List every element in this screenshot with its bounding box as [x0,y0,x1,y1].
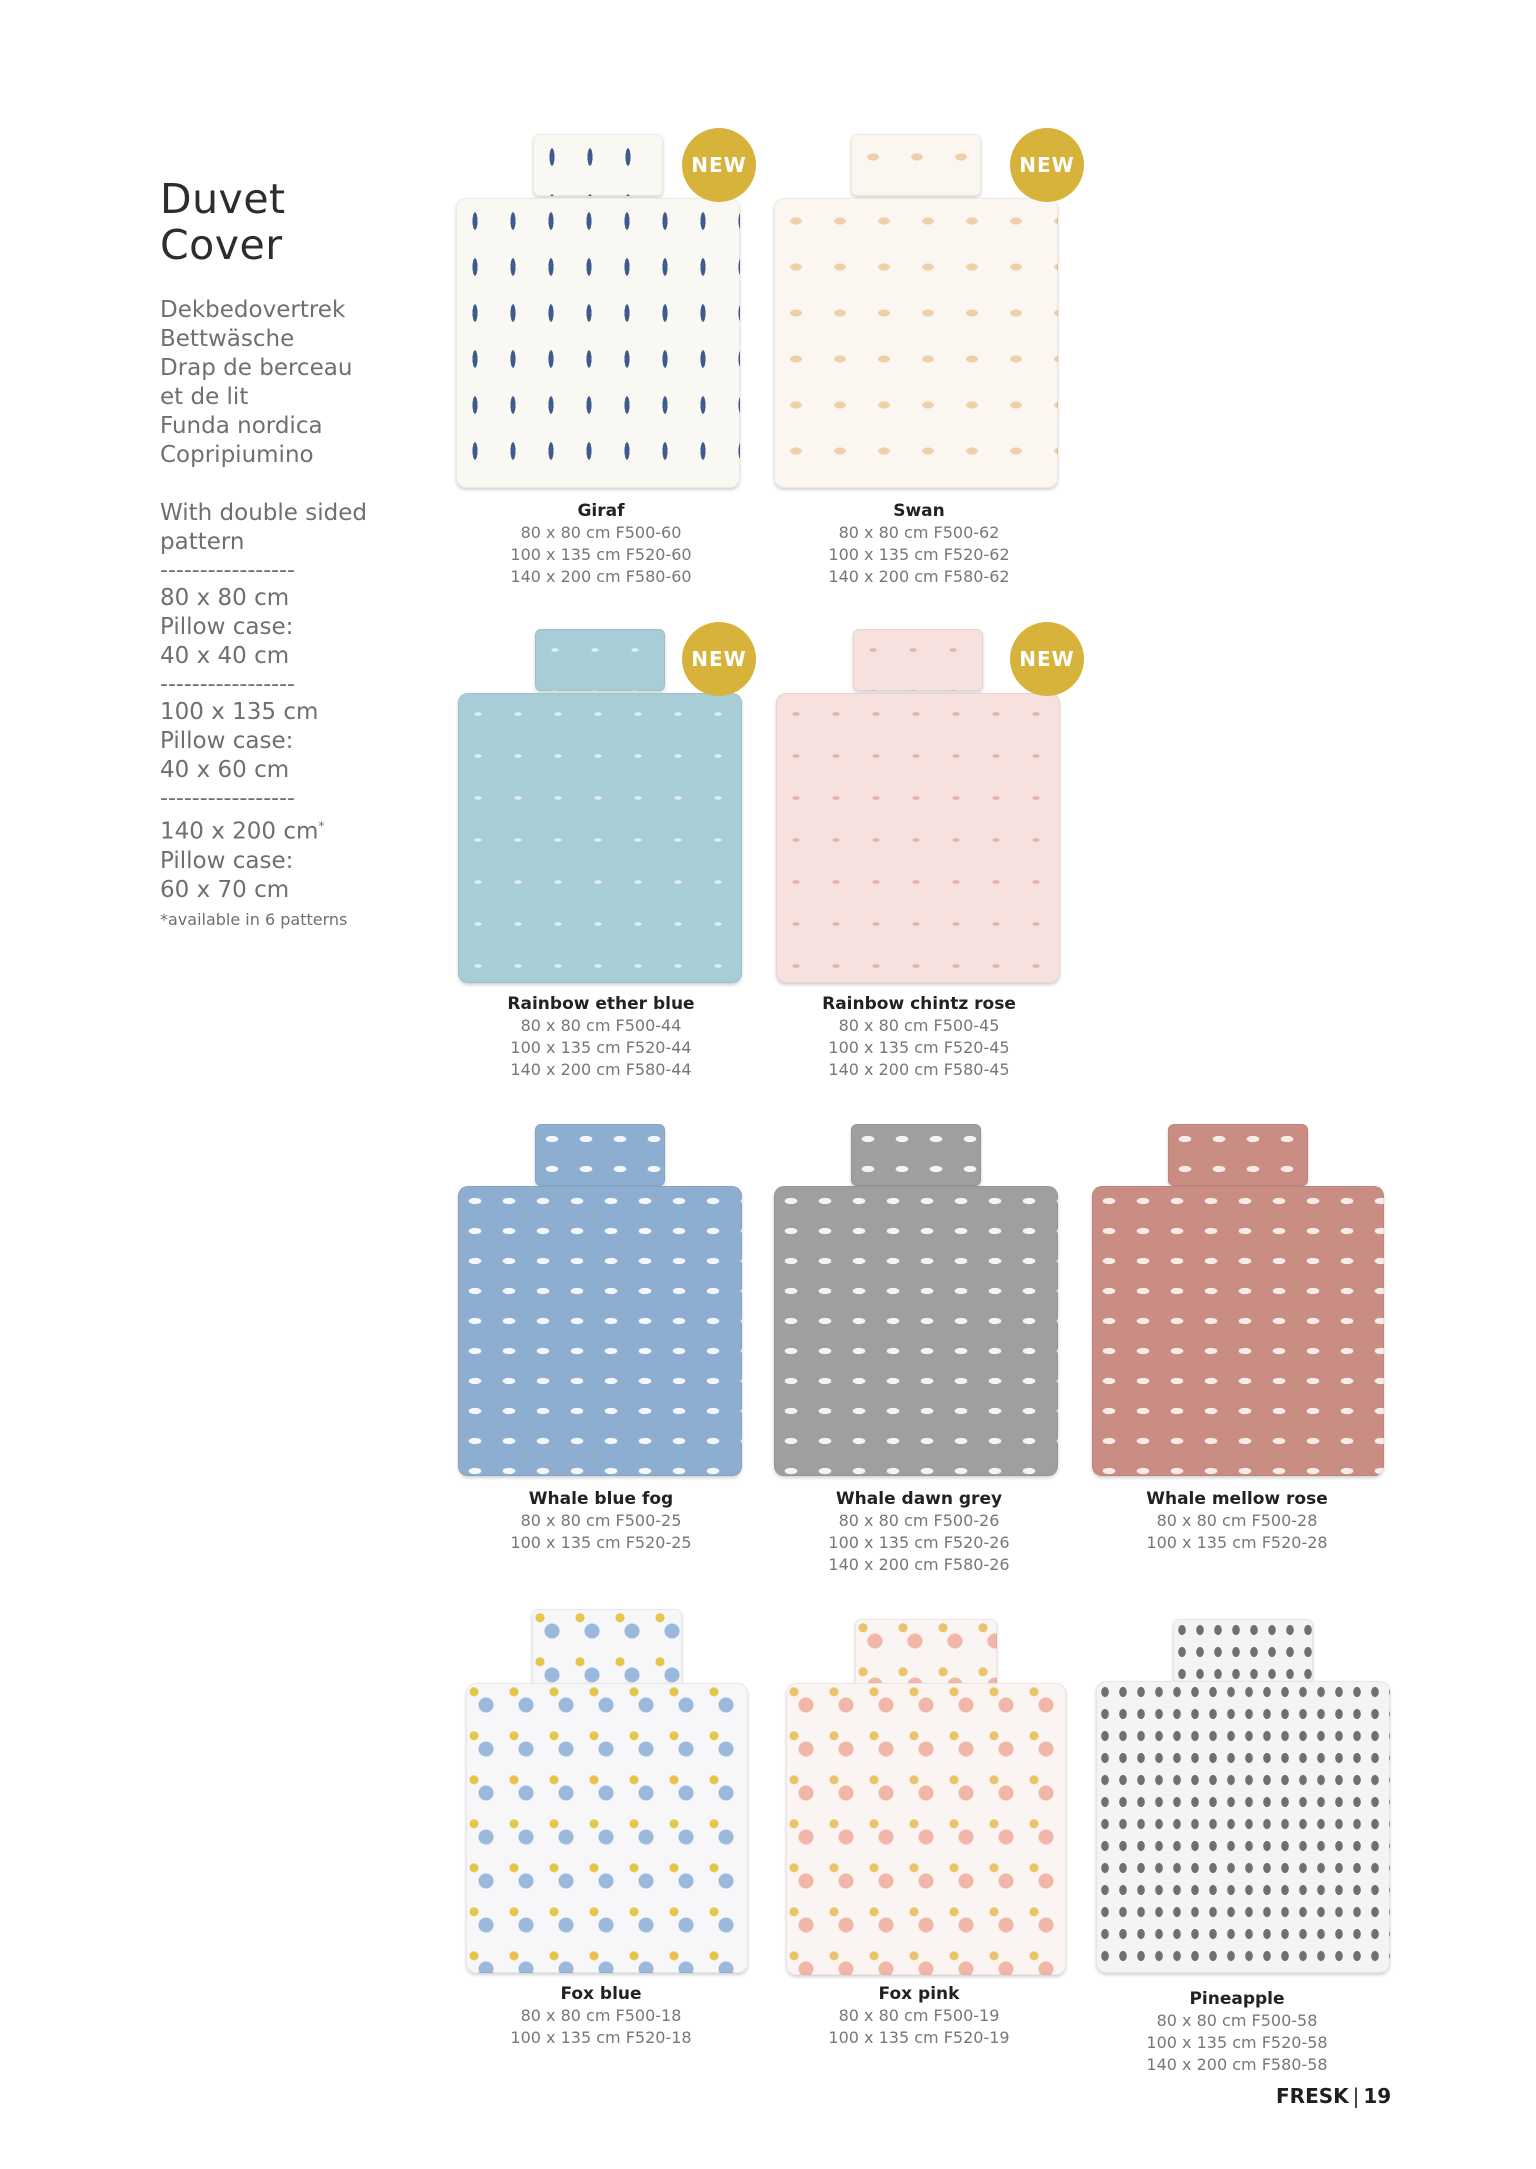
product-size: 100 x 135 cm F520-62 [828,545,1010,564]
new-badge: NEW [682,128,756,202]
size-140: 140 x 200 cm [160,818,319,845]
pillow-case [535,629,665,691]
spec-line: 80 x 80 cm [160,585,290,611]
product-size: 80 x 80 cm F500-45 [838,1016,1000,1035]
duvet-cover [776,693,1060,983]
duvet-cover [458,1186,742,1476]
product-size: 80 x 80 cm F500-19 [838,2006,1000,2025]
product-caption [446,1983,756,2049]
divider: ----------------- [160,786,295,811]
product-name: Swan [893,501,945,521]
product-size: 100 x 135 cm F520-44 [510,1038,692,1057]
new-badge: NEW [1010,622,1084,696]
title-line: Cover [160,221,283,269]
product-name: Pineapple [1189,1989,1285,2009]
footer-separator: | [1352,2084,1360,2108]
divider: ----------------- [160,558,295,583]
product-caption [446,500,756,588]
product-name: Whale blue fog [528,1489,674,1509]
duvet-cover [1092,1186,1384,1476]
product-size: 140 x 200 cm F580-62 [828,567,1010,586]
translation: Drap de berceau [160,355,353,381]
footnote: *available in 6 patterns [160,909,348,929]
translation: Copripiumino [160,442,314,468]
product-size: 80 x 80 cm F500-44 [520,1016,682,1035]
product-caption [764,993,1074,1081]
pillow-case [1168,1124,1308,1186]
product-name: Fox blue [560,1984,642,2004]
translation: Bettwäsche [160,326,295,352]
page-footer [1276,2084,1391,2108]
spec-line: Pillow case: [160,847,294,874]
product-size: 100 x 135 cm F520-58 [1146,2033,1328,2052]
product-name: Whale dawn grey [835,1489,1003,1509]
size-spec [160,499,420,933]
spec-line: Pillow case: [160,728,294,754]
spec-line: 40 x 40 cm [160,643,290,669]
product-size: 80 x 80 cm F500-25 [520,1511,682,1530]
pillow-case [855,1619,997,1691]
spec-line: With double sided [160,500,367,526]
pillow-case [851,1124,981,1186]
product-size: 80 x 80 cm F500-60 [520,523,682,542]
product-size: 100 x 135 cm F520-60 [510,545,692,564]
new-badge: NEW [682,622,756,696]
product-name: Fox pink [878,1984,960,2004]
pillow-case [535,1124,665,1186]
duvet-cover [774,198,1058,488]
translation: Dekbedovertrek [160,297,346,323]
spec-line [160,812,420,847]
page-title [160,176,420,268]
brand-name: FRESK [1276,2084,1349,2108]
spec-line: Pillow case: [160,614,294,640]
title-line: Duvet [160,175,286,223]
translations [160,296,420,470]
footnote-mark: * [318,819,325,833]
product-caption [1082,1988,1392,2076]
pillow-case [533,134,663,196]
product-size: 80 x 80 cm F500-28 [1156,1511,1318,1530]
product-size: 100 x 135 cm F520-18 [510,2028,692,2047]
spec-line: 100 x 135 cm [160,699,319,725]
sidebar [160,176,420,933]
product-caption [764,500,1074,588]
new-badge: NEW [1010,128,1084,202]
duvet-cover [774,1186,1058,1476]
spec-line: 40 x 60 cm [160,757,290,783]
product-caption [446,1488,756,1554]
product-size: 80 x 80 cm F500-62 [838,523,1000,542]
product-caption [446,993,756,1081]
product-size: 140 x 200 cm F580-26 [828,1555,1010,1574]
duvet-cover [456,198,740,488]
product-size: 80 x 80 cm F500-18 [520,2006,682,2025]
product-size: 100 x 135 cm F520-45 [828,1038,1010,1057]
duvet-cover [786,1683,1066,1975]
product-name: Whale mellow rose [1146,1489,1328,1509]
translation: Funda nordica [160,413,323,439]
product-size: 140 x 200 cm F580-60 [510,567,692,586]
product-size: 140 x 200 cm F580-45 [828,1060,1010,1079]
product-name: Rainbow chintz rose [822,994,1016,1014]
pillow-case [853,629,983,691]
duvet-cover [466,1683,748,1973]
product-caption [764,1983,1074,2049]
product-size: 80 x 80 cm F500-26 [838,1511,1000,1530]
product-size: 100 x 135 cm F520-28 [1146,1533,1328,1552]
product-size: 140 x 200 cm F580-44 [510,1060,692,1079]
duvet-cover [1096,1681,1390,1973]
product-size: 100 x 135 cm F520-26 [828,1533,1010,1552]
translation: et de lit [160,384,249,410]
product-size: 100 x 135 cm F520-25 [510,1533,692,1552]
product-name: Giraf [577,501,625,521]
spec-line: pattern [160,529,245,555]
product-size: 80 x 80 cm F500-58 [1156,2011,1318,2030]
page-number: 19 [1363,2084,1392,2108]
duvet-cover [458,693,742,983]
product-caption [764,1488,1074,1576]
divider: ----------------- [160,672,295,697]
pillow-case [532,1609,682,1689]
product-caption [1082,1488,1392,1554]
pillow-case [1173,1619,1313,1683]
spec-line: 60 x 70 cm [160,876,290,903]
product-name: Rainbow ether blue [507,994,695,1014]
product-size: 100 x 135 cm F520-19 [828,2028,1010,2047]
pillow-case [851,134,981,196]
product-size: 140 x 200 cm F580-58 [1146,2055,1328,2074]
